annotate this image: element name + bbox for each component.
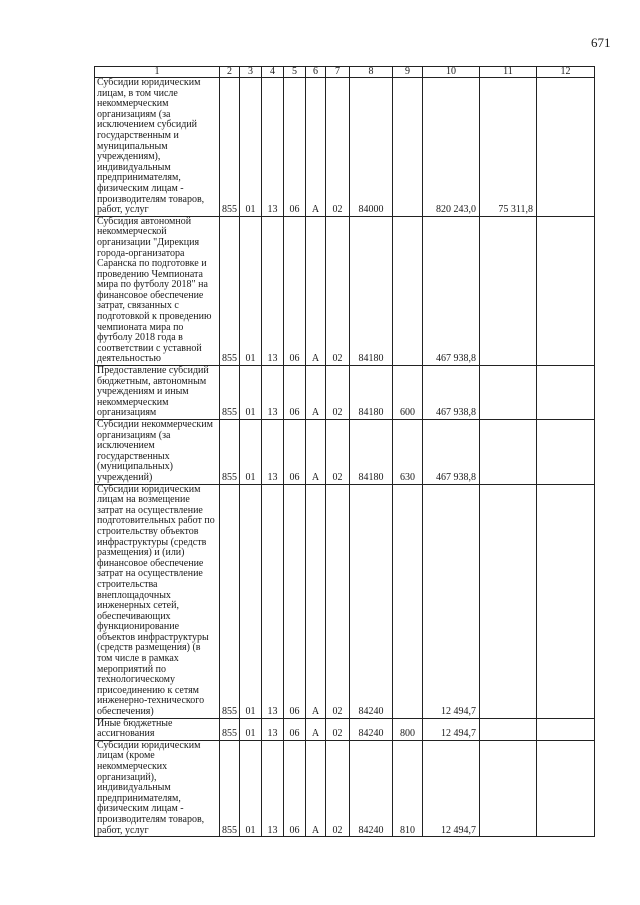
cell-amount: 467 938,8 [423, 216, 480, 365]
cell-section: 01 [240, 718, 262, 740]
row-description: Субсидии юридическим лицам (кроме некоммерческих организаций), индивидуальным предпринимателям, физическим лицам - производителям товаров, работ, услуг [95, 740, 220, 836]
cell-ministry-code: 855 [220, 216, 240, 365]
table-row [95, 420, 595, 485]
column-header: 3 [240, 67, 262, 78]
cell-event: 02 [326, 78, 350, 217]
cell-section: 01 [240, 740, 262, 836]
cell-amount-3 [537, 718, 595, 740]
cell-ministry-code: 855 [220, 718, 240, 740]
cell-amount: 12 494,7 [423, 740, 480, 836]
cell-amount-2 [480, 718, 537, 740]
cell-amount-2 [480, 420, 537, 485]
cell-event: 02 [326, 718, 350, 740]
column-header: 11 [480, 67, 537, 78]
cell-amount-3 [537, 216, 595, 365]
page-number: 671 [591, 35, 611, 50]
cell-amount: 820 243,0 [423, 78, 480, 217]
cell-expense-type [393, 78, 423, 217]
column-header: 6 [306, 67, 326, 78]
cell-subprogram: А [306, 420, 326, 485]
table-header-row [95, 67, 595, 78]
cell-direction: 84240 [350, 484, 393, 718]
cell-direction: 84180 [350, 366, 393, 420]
cell-expense-type [393, 484, 423, 718]
row-description: Субсидии некоммерческим организациям (за исключением государственных (муниципальных) учреждений) [95, 420, 220, 485]
cell-event: 02 [326, 740, 350, 836]
cell-program: 06 [284, 216, 306, 365]
cell-program: 06 [284, 78, 306, 217]
column-header: 9 [393, 67, 423, 78]
cell-subsection: 13 [262, 718, 284, 740]
cell-subsection: 13 [262, 420, 284, 485]
cell-subsection: 13 [262, 78, 284, 217]
cell-amount-3 [537, 740, 595, 836]
cell-amount-3 [537, 78, 595, 217]
cell-subprogram: А [306, 740, 326, 836]
cell-subprogram: А [306, 484, 326, 718]
column-header: 7 [326, 67, 350, 78]
cell-program: 06 [284, 366, 306, 420]
cell-expense-type: 630 [393, 420, 423, 485]
cell-subsection: 13 [262, 216, 284, 365]
budget-table [94, 66, 595, 837]
cell-direction: 84240 [350, 740, 393, 836]
cell-section: 01 [240, 484, 262, 718]
column-header: 12 [537, 67, 595, 78]
cell-amount-2 [480, 366, 537, 420]
cell-amount-3 [537, 420, 595, 485]
cell-direction: 84240 [350, 718, 393, 740]
column-header: 2 [220, 67, 240, 78]
cell-ministry-code: 855 [220, 366, 240, 420]
cell-subsection: 13 [262, 366, 284, 420]
cell-event: 02 [326, 216, 350, 365]
cell-section: 01 [240, 420, 262, 485]
table-row [95, 78, 595, 217]
column-header: 5 [284, 67, 306, 78]
cell-direction: 84180 [350, 216, 393, 365]
cell-direction: 84180 [350, 420, 393, 485]
cell-section: 01 [240, 78, 262, 217]
cell-subprogram: А [306, 216, 326, 365]
cell-expense-type: 810 [393, 740, 423, 836]
cell-amount: 12 494,7 [423, 718, 480, 740]
cell-subprogram: А [306, 718, 326, 740]
column-header: 1 [95, 67, 220, 78]
cell-amount: 467 938,8 [423, 420, 480, 485]
cell-amount-2 [480, 216, 537, 365]
cell-amount-2 [480, 740, 537, 836]
cell-program: 06 [284, 740, 306, 836]
row-description: Субсидия автономной некоммерческой организации "Дирекция города-организатора Саранска по подготовке и проведению Чемпионата мира по футболу 2018" на финансовое обеспечение затрат, связанных с подготовкой к проведению чемпионата мира по футболу 2018 года в соответствии с уставной деятельностью [95, 216, 220, 365]
cell-amount-3 [537, 484, 595, 718]
cell-direction: 84000 [350, 78, 393, 217]
row-description: Субсидии юридическим лицам на возмещение затрат на осуществление подготовительных работ по строительству объектов инфраструктуры (средств размещения) и (или) финансовое обеспечение затрат на осуществление строительства внеплощадочных инженерных сетей, обеспечивающих функционирование объектов инфраструктуры (средств размещения) (в том числе в рамках мероприятий по технологическому присоединению к сетям инженерно-технического обеспечения) [95, 484, 220, 718]
row-description: Иные бюджетные ассигнования [95, 718, 220, 740]
table-row [95, 216, 595, 365]
cell-event: 02 [326, 366, 350, 420]
cell-event: 02 [326, 484, 350, 718]
cell-amount-3 [537, 366, 595, 420]
cell-subprogram: А [306, 366, 326, 420]
cell-amount: 12 494,7 [423, 484, 480, 718]
column-header: 4 [262, 67, 284, 78]
cell-expense-type: 800 [393, 718, 423, 740]
cell-ministry-code: 855 [220, 420, 240, 485]
table-row [95, 718, 595, 740]
row-description: Предоставление субсидий бюджетным, автономным учреждениям и иным некоммерческим организациям [95, 366, 220, 420]
cell-program: 06 [284, 484, 306, 718]
cell-ministry-code: 855 [220, 740, 240, 836]
table-row [95, 740, 595, 836]
cell-section: 01 [240, 366, 262, 420]
cell-expense-type [393, 216, 423, 365]
cell-subsection: 13 [262, 740, 284, 836]
cell-subsection: 13 [262, 484, 284, 718]
cell-program: 06 [284, 718, 306, 740]
cell-expense-type: 600 [393, 366, 423, 420]
row-description: Субсидии юридическим лицам, в том числе некоммерческим организациям (за исключением субсидий государственным и муниципальным учреждениям), индивидуальным предпринимателям, физическим лицам - производителям товаров, работ, услуг [95, 78, 220, 217]
cell-amount: 467 938,8 [423, 366, 480, 420]
table-row [95, 484, 595, 718]
cell-subprogram: А [306, 78, 326, 217]
column-header: 10 [423, 67, 480, 78]
cell-event: 02 [326, 420, 350, 485]
table-row [95, 366, 595, 420]
cell-program: 06 [284, 420, 306, 485]
cell-ministry-code: 855 [220, 78, 240, 217]
column-header: 8 [350, 67, 393, 78]
cell-amount-2 [480, 484, 537, 718]
cell-section: 01 [240, 216, 262, 365]
cell-ministry-code: 855 [220, 484, 240, 718]
cell-amount-2: 75 311,8 [480, 78, 537, 217]
